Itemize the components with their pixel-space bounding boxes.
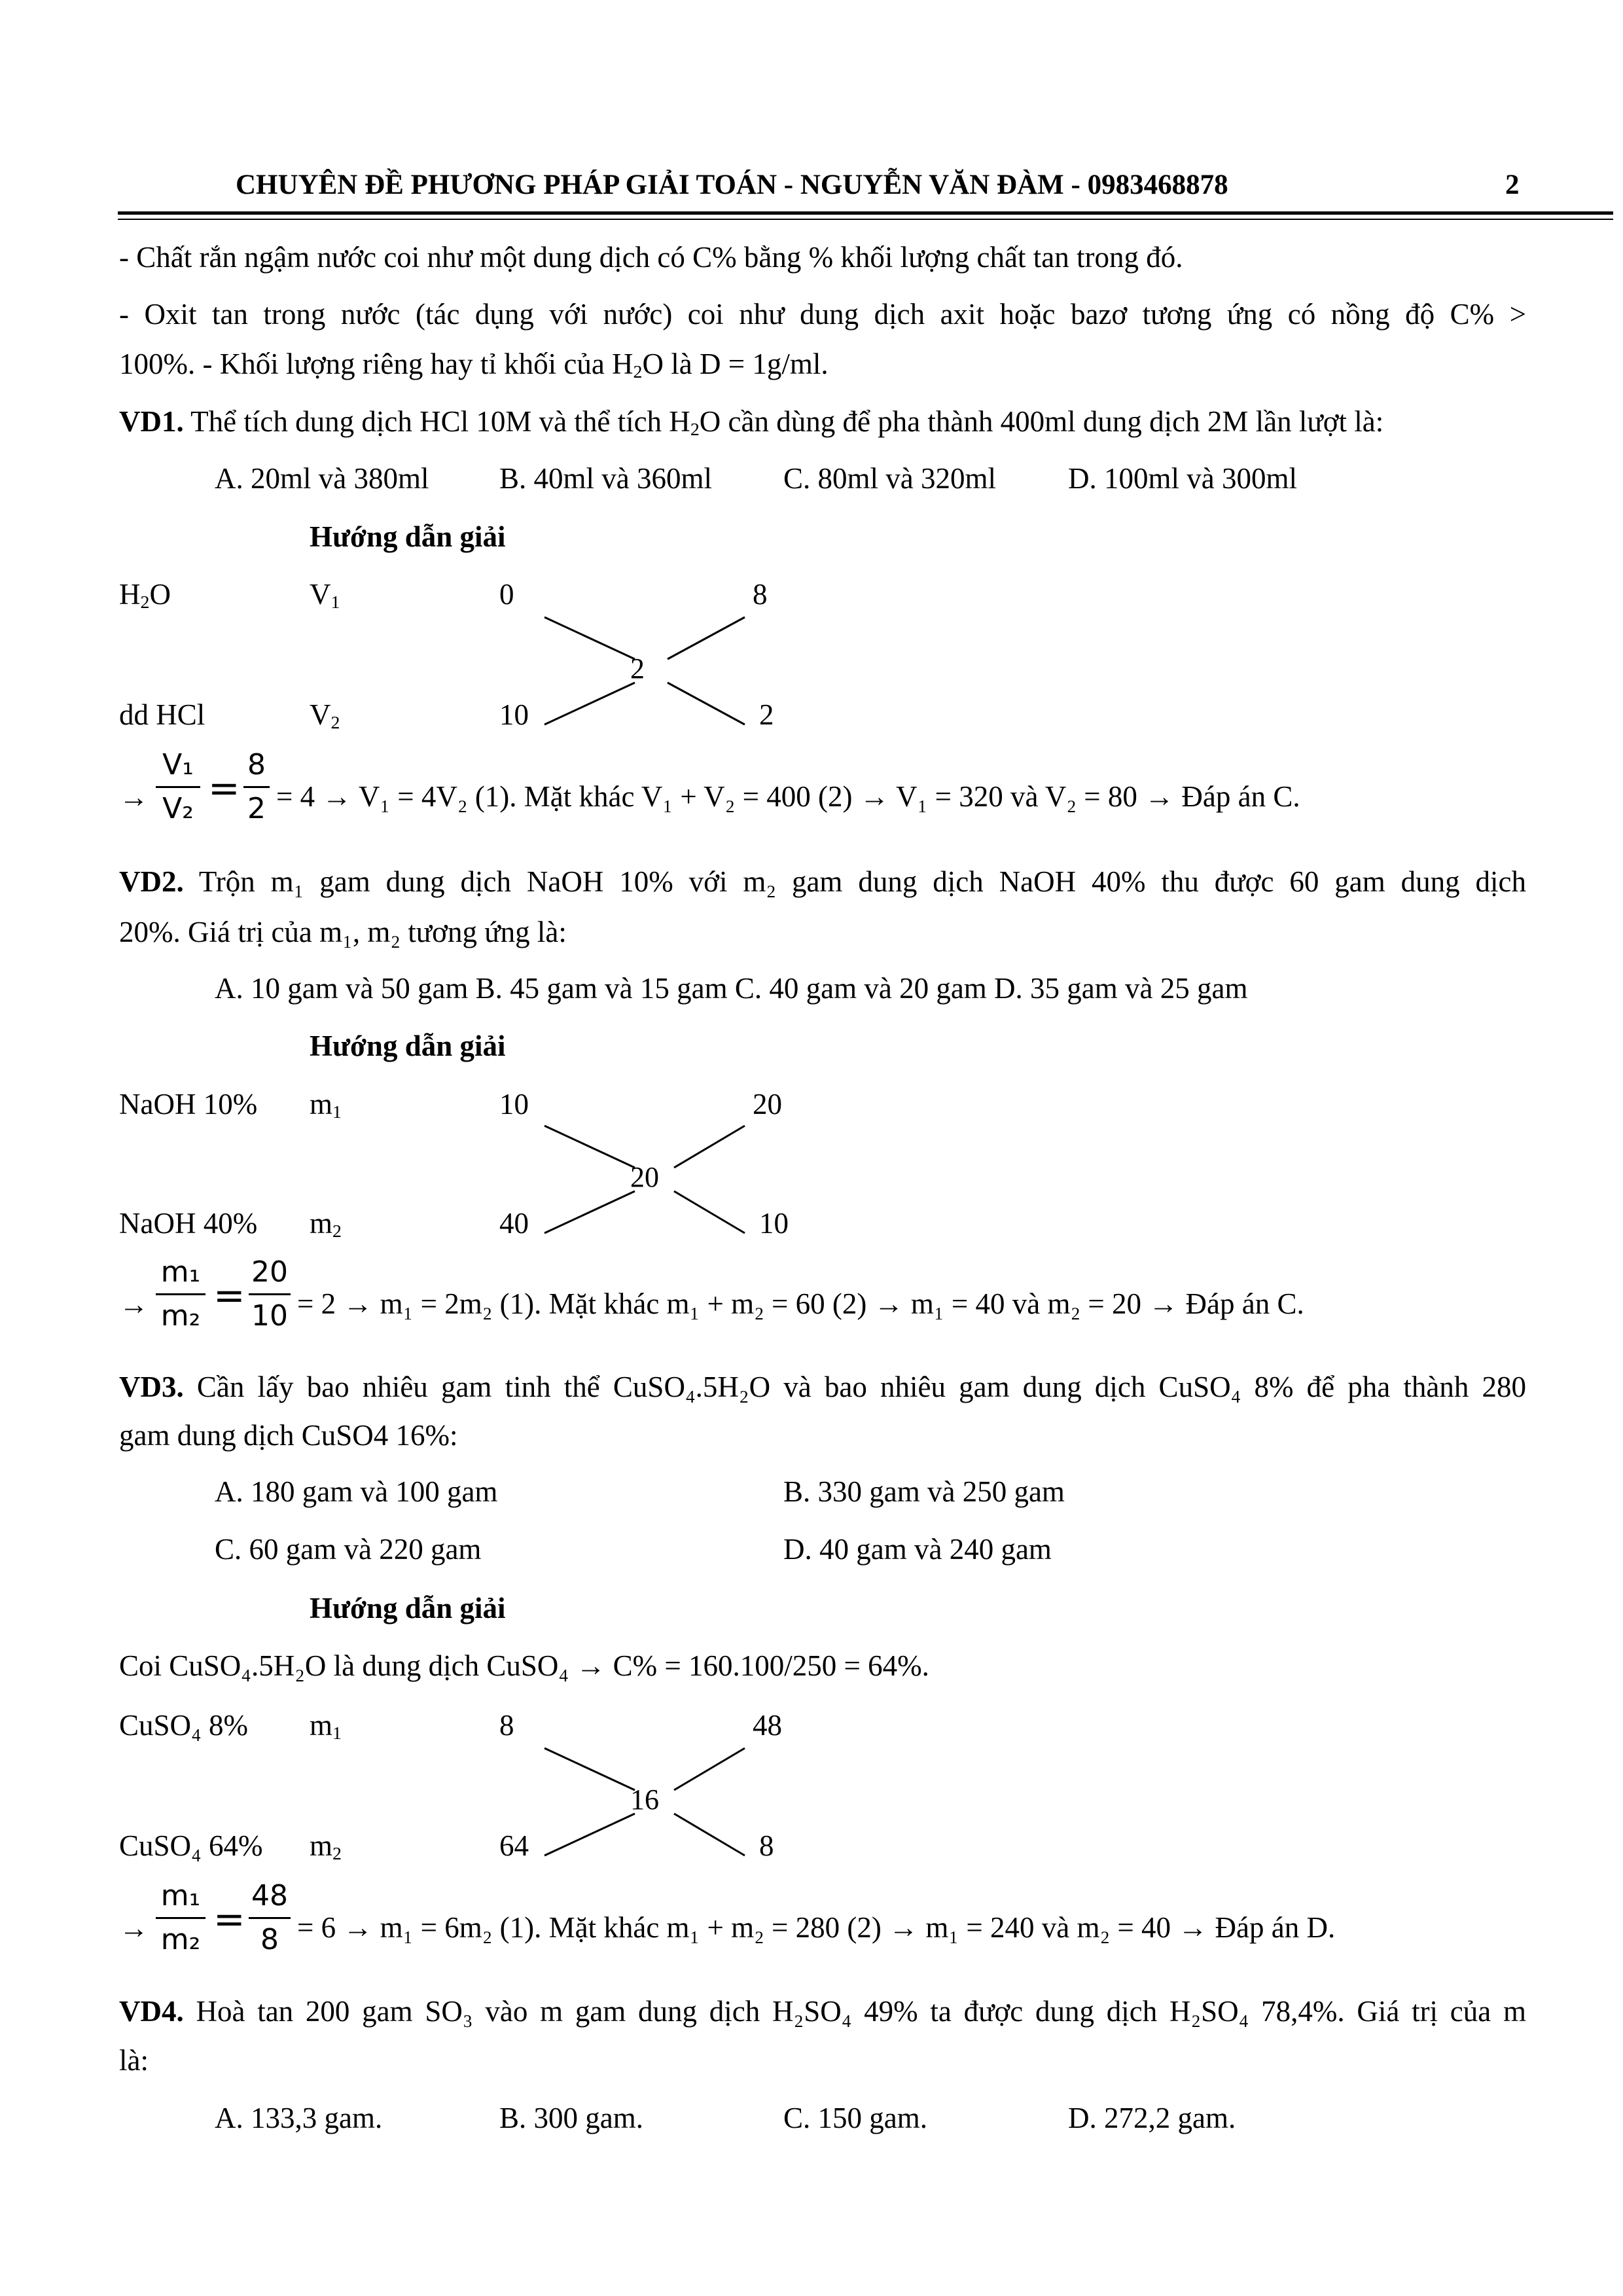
vd3-guide-heading: Hướng dẫn giải bbox=[310, 1592, 506, 1624]
vd1-row2-result: 2 bbox=[759, 698, 774, 731]
vd1-conclusion: = 4 → V₁ = 4V₂ (1). Mặt khác V₁ + V₂ = 400 (2) → V₁ = 320 và V₂ = 80 → Đáp án C. bbox=[276, 780, 1300, 813]
vd2-equals: = bbox=[213, 1273, 245, 1318]
vd1-equals: = bbox=[208, 766, 240, 810]
vd2-question-line-1: VD2. Trộn m₁ gam dung dịch NaOH 10% với m₂ gam dung dịch NaOH 40% thu được 60 gam dung dịch bbox=[119, 865, 1526, 898]
vd4-question-line-2: là: bbox=[119, 2044, 149, 2077]
vd1-option-c: C. 80ml và 320ml bbox=[783, 462, 996, 495]
vd4-option-d: D. 272,2 gam. bbox=[1068, 2102, 1236, 2134]
vd2-center-value: 20 bbox=[630, 1161, 659, 1193]
vd2-row2-name: NaOH 40% bbox=[119, 1207, 258, 1240]
vd1-row2-var: $V_2$ bbox=[310, 698, 340, 734]
vd3-option-c: C. 60 gam và 220 gam bbox=[215, 1533, 482, 1566]
vd1-row1-name: $H_2O$ bbox=[119, 578, 171, 613]
vd1-fraction-values: 8 2 bbox=[243, 748, 270, 826]
vd1-row1-conc: 0 bbox=[499, 578, 514, 611]
intro-line-1: - Chất rắn ngậm nước coi như một dung dịch có C% bằng % khối lượng chất tan trong đó. bbox=[119, 241, 1183, 274]
vd2-row1-conc: 10 bbox=[499, 1088, 529, 1121]
vd1-row2-conc: 10 bbox=[499, 698, 529, 731]
vd3-equals: = bbox=[213, 1897, 245, 1941]
vd2-row2-var: $m_2$ bbox=[310, 1207, 342, 1242]
vd3-row1-conc: 8 bbox=[499, 1709, 514, 1742]
vd1-guide-heading: Hướng dẫn giải bbox=[310, 520, 506, 553]
vd1-center-value: 2 bbox=[630, 653, 645, 685]
vd2-row2-result: 10 bbox=[759, 1207, 789, 1240]
vd1-fraction-vars: V₁ V₂ bbox=[156, 748, 200, 826]
vd2-question-line-2: 20%. Giá trị của m₁, m₂ tương ứng là: bbox=[119, 916, 567, 948]
header-rule-thin bbox=[118, 219, 1613, 220]
intro-line-3: 100%. - Khối lượng riêng hay tỉ khối của $H_2O$ là D = 1g/ml. bbox=[119, 348, 829, 383]
vd3-row2-conc: 64 bbox=[499, 1829, 529, 1862]
vd3-row1-name: CuSO₄ 8% bbox=[119, 1709, 248, 1742]
vd3-question-line-2: gam dung dịch CuSO4 16%: bbox=[119, 1419, 458, 1452]
vd1-arrow: → bbox=[119, 781, 149, 814]
vd3-row2-result: 8 bbox=[759, 1829, 774, 1862]
vd2-row1-result: 20 bbox=[753, 1088, 782, 1121]
vd2-row1-var: $m_1$ bbox=[310, 1088, 342, 1123]
vd1-option-a: A. 20ml và 380ml bbox=[215, 462, 429, 495]
vd3-option-a: A. 180 gam và 100 gam bbox=[215, 1475, 498, 1508]
page-header-title: CHUYÊN ĐỀ PHƯƠNG PHÁP GIẢI TOÁN - NGUYỄN VĂN ĐÀM - 0983468878 bbox=[236, 170, 1228, 200]
vd1-question: VD1. Thể tích dung dịch HCl 10M và thể tích $H_2O$ cần dùng để pha thành 400ml dung dịch 2M lần lượt là: bbox=[119, 405, 1384, 440]
vd4-option-a: A. 133,3 gam. bbox=[215, 2102, 383, 2134]
vd4-option-c: C. 150 gam. bbox=[783, 2102, 927, 2134]
vd1-row1-var: $V_1$ bbox=[310, 578, 340, 613]
vd3-note: Coi CuSO₄.5H₂O là dung dịch CuSO₄ → C% = 160.100/250 = 64%. bbox=[119, 1649, 929, 1682]
vd3-fraction-values: 48 8 bbox=[249, 1879, 291, 1957]
vd1-row2-name: dd HCl bbox=[119, 698, 205, 731]
vd2-guide-heading: Hướng dẫn giải bbox=[310, 1030, 506, 1062]
vd3-center-value: 16 bbox=[630, 1784, 659, 1816]
vd3-row1-var: $m_1$ bbox=[310, 1709, 342, 1744]
vd3-row1-result: 48 bbox=[753, 1709, 782, 1742]
vd2-fraction-values: 20 10 bbox=[249, 1255, 291, 1333]
vd3-arrow: → bbox=[119, 1912, 149, 1945]
vd3-option-d: D. 40 gam và 240 gam bbox=[783, 1533, 1052, 1566]
vd4-option-b: B. 300 gam. bbox=[499, 2102, 643, 2134]
vd1-cross-lines bbox=[537, 612, 753, 730]
vd3-conclusion: = 6 → m₁ = 6m₂ (1). Mặt khác m₁ + m₂ = 280 (2) → m₁ = 240 và m₂ = 40 → Đáp án D. bbox=[297, 1911, 1336, 1944]
vd3-fraction-vars: m₁ m₂ bbox=[156, 1879, 205, 1957]
vd2-arrow: → bbox=[119, 1288, 149, 1321]
vd3-row2-name: CuSO₄ 64% bbox=[119, 1829, 263, 1862]
vd1-option-b: B. 40ml và 360ml bbox=[499, 462, 712, 495]
header-rule-thick bbox=[118, 211, 1613, 215]
vd1-option-d: D. 100ml và 300ml bbox=[1068, 462, 1297, 495]
vd3-question-line-1: VD3. Cần lấy bao nhiêu gam tinh thể CuSO₄.5H₂O và bao nhiêu gam dung dịch CuSO₄ 8% để pha thành 280 bbox=[119, 1371, 1526, 1403]
vd2-row2-conc: 40 bbox=[499, 1207, 529, 1240]
vd4-question-line-1: VD4. Hoà tan 200 gam SO₃ vào m gam dung dịch H₂SO₄ 49% ta được dung dịch H₂SO₄ 78,4%. Giá trị của m bbox=[119, 1995, 1526, 2028]
vd2-row1-name: NaOH 10% bbox=[119, 1088, 258, 1121]
vd2-options: A. 10 gam và 50 gam B. 45 gam và 15 gam C. 40 gam và 20 gam D. 35 gam và 25 gam bbox=[215, 972, 1248, 1005]
vd1-row1-result: 8 bbox=[753, 578, 768, 611]
vd2-fraction-vars: m₁ m₂ bbox=[156, 1255, 205, 1333]
vd2-conclusion: = 2 → m₁ = 2m₂ (1). Mặt khác m₁ + m₂ = 60 (2) → m₁ = 40 và m₂ = 20 → Đáp án C. bbox=[297, 1287, 1304, 1320]
intro-line-2: - Oxit tan trong nước (tác dụng với nước) coi như dung dịch axit hoặc bazơ tương ứng có nồng độ C% > bbox=[119, 298, 1526, 331]
page-number: 2 bbox=[1505, 170, 1520, 200]
vd3-row2-var: $m_2$ bbox=[310, 1829, 342, 1865]
vd3-option-b: B. 330 gam và 250 gam bbox=[783, 1475, 1065, 1508]
